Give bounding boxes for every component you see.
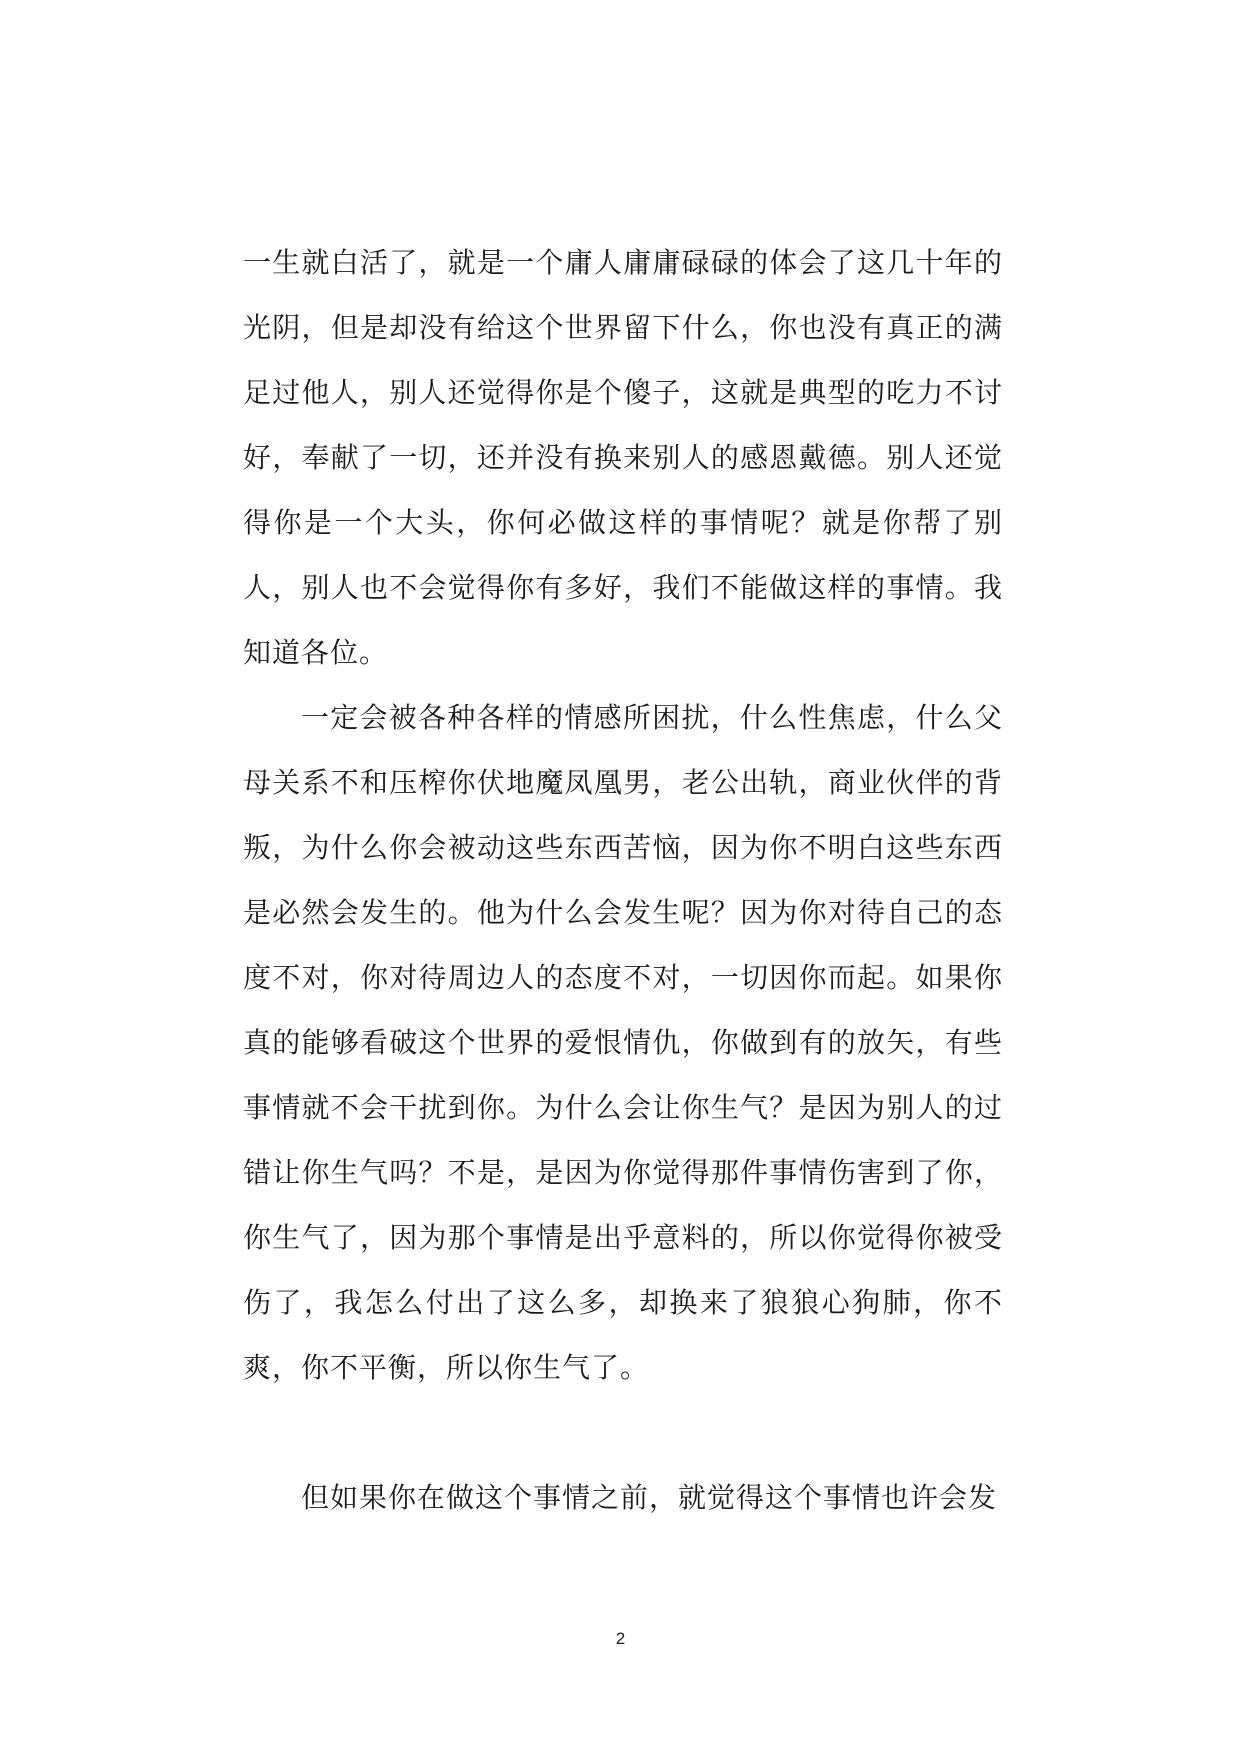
paragraph-3: 但如果你在做这个事情之前，就觉得这个事情也许会发 [301, 1481, 998, 1514]
paragraph-2: 一定会被各种各样的情感所困扰，什么性焦虑，什么父母关系不和压榨你伏地魔凤凰男，老公出轨，商业伙伴的背叛，为什么你会被动这些东西苦恼，因为你不明白这些东西是必然会发生的。他为什么会发生呢？因为你对待自己的态度不对，你对待周边人的态度不对，一切因你而起。如果你真的能够看破这个世界的爱恨情仇，你做到有的放矢，有些事情就不会干扰到你。为什么会让你生气？是因为别人的过错让你生气吗？不是，是因为你觉得那件事情伤害到了你，你生气了，因为那个事情是出乎意料的，所以你觉得你被受伤了，我怎么付出了这么多，却换来了狼狼心狗肺，你不爽，你不平衡，所以你生气了。 [243, 701, 1003, 1384]
page-number: 2 [615, 1629, 626, 1648]
paragraph-1: 一生就白活了，就是一个庸人庸庸碌碌的体会了这几十年的光阴，但是却没有给这个世界留下什么，你也没有真正的满足过他人，别人还觉得你是个傻子，这就是典型的吃力不讨好，奉献了一切，还并没有换来别人的感恩戴德。别人还觉得你是一个大头，你何必做这样的事情呢？就是你帮了别人，别人也不会觉得你有多好，我们不能做这样的事情。我知道各位。 [243, 246, 1003, 669]
document-body [243, 230, 1003, 1530]
